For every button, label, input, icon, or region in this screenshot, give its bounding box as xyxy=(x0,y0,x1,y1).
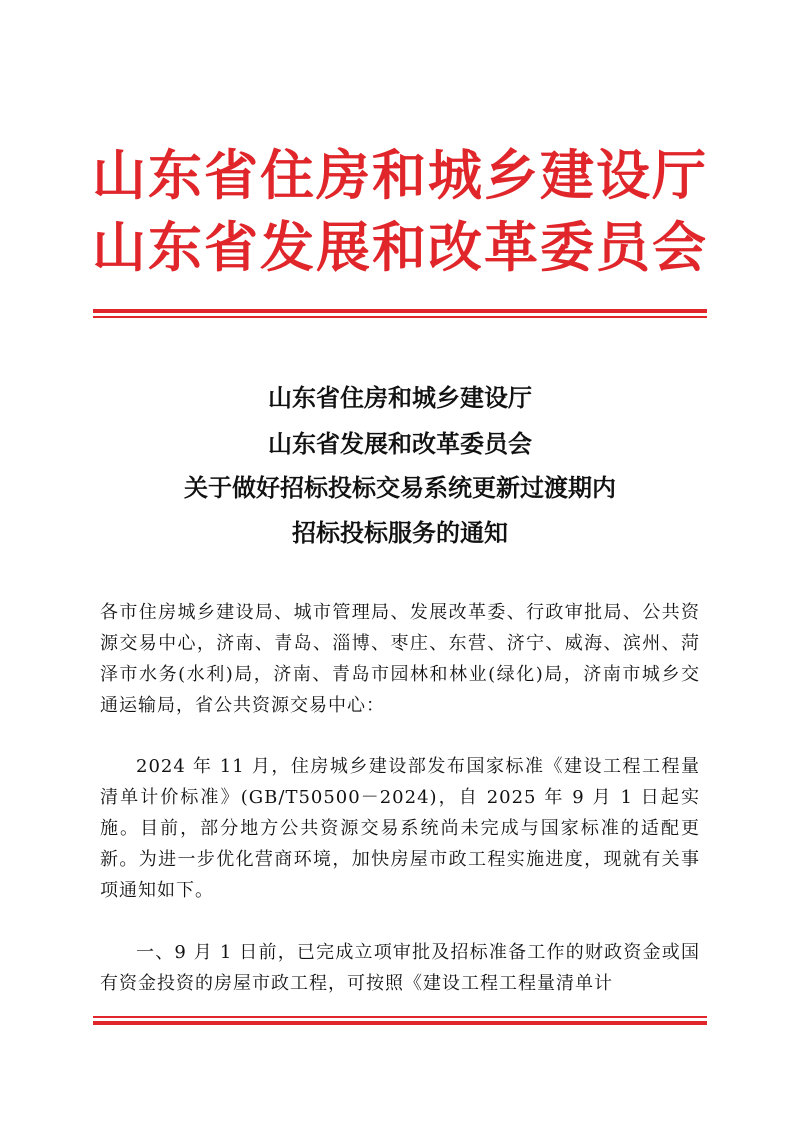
document-title-line-3: 关于做好招标投标交易系统更新过渡期内 xyxy=(184,473,616,502)
header-red-rule-thick xyxy=(93,309,707,313)
header-red-rule-thin xyxy=(93,316,707,318)
document-title-line-4: 招标投标服务的通知 xyxy=(292,518,508,547)
footer-red-rule-thick xyxy=(93,1021,707,1025)
footer-red-rule-thin xyxy=(93,1016,707,1018)
body-paragraph-2: 一、9 月 1 日前，已完成立项审批及招标准备工作的财政资金或国有资金投资的房屋市政工程，可按照《建设工程工程量清单计 xyxy=(100,942,700,994)
salutation-addressees: 各市住房城乡建设局、城市管理局、发展改革委、行政审批局、公共资源交易中心，济南、青岛、淄博、枣庄、东营、济宁、威海、滨州、菏泽市水务(水利)局，济南、青岛市园林和林业(绿化)局，济南市城乡交通运输局，省公共资源交易中心： xyxy=(100,602,700,716)
body-paragraph-1: 2024 年 11 月，住房城乡建设部发布国家标准《建设工程工程量清单计价标准》(GB/T50500－2024)，自 2025 年 9 月 1 日起实施。目前，部分地方公共资源交易系统尚未完成与国家标准的适配更新。为进一步优化营商环境，加快房屋市政工程实施进度，现就有关事项通知如下。 xyxy=(100,756,700,901)
issuing-org-header-1: 山东省住房和城乡建设厅 xyxy=(92,143,708,207)
issuing-org-header-2: 山东省发展和改革委员会 xyxy=(92,215,708,279)
document-title-line-1: 山东省住房和城乡建设厅 xyxy=(268,383,532,412)
document-title-line-2: 山东省发展和改革委员会 xyxy=(268,429,532,458)
